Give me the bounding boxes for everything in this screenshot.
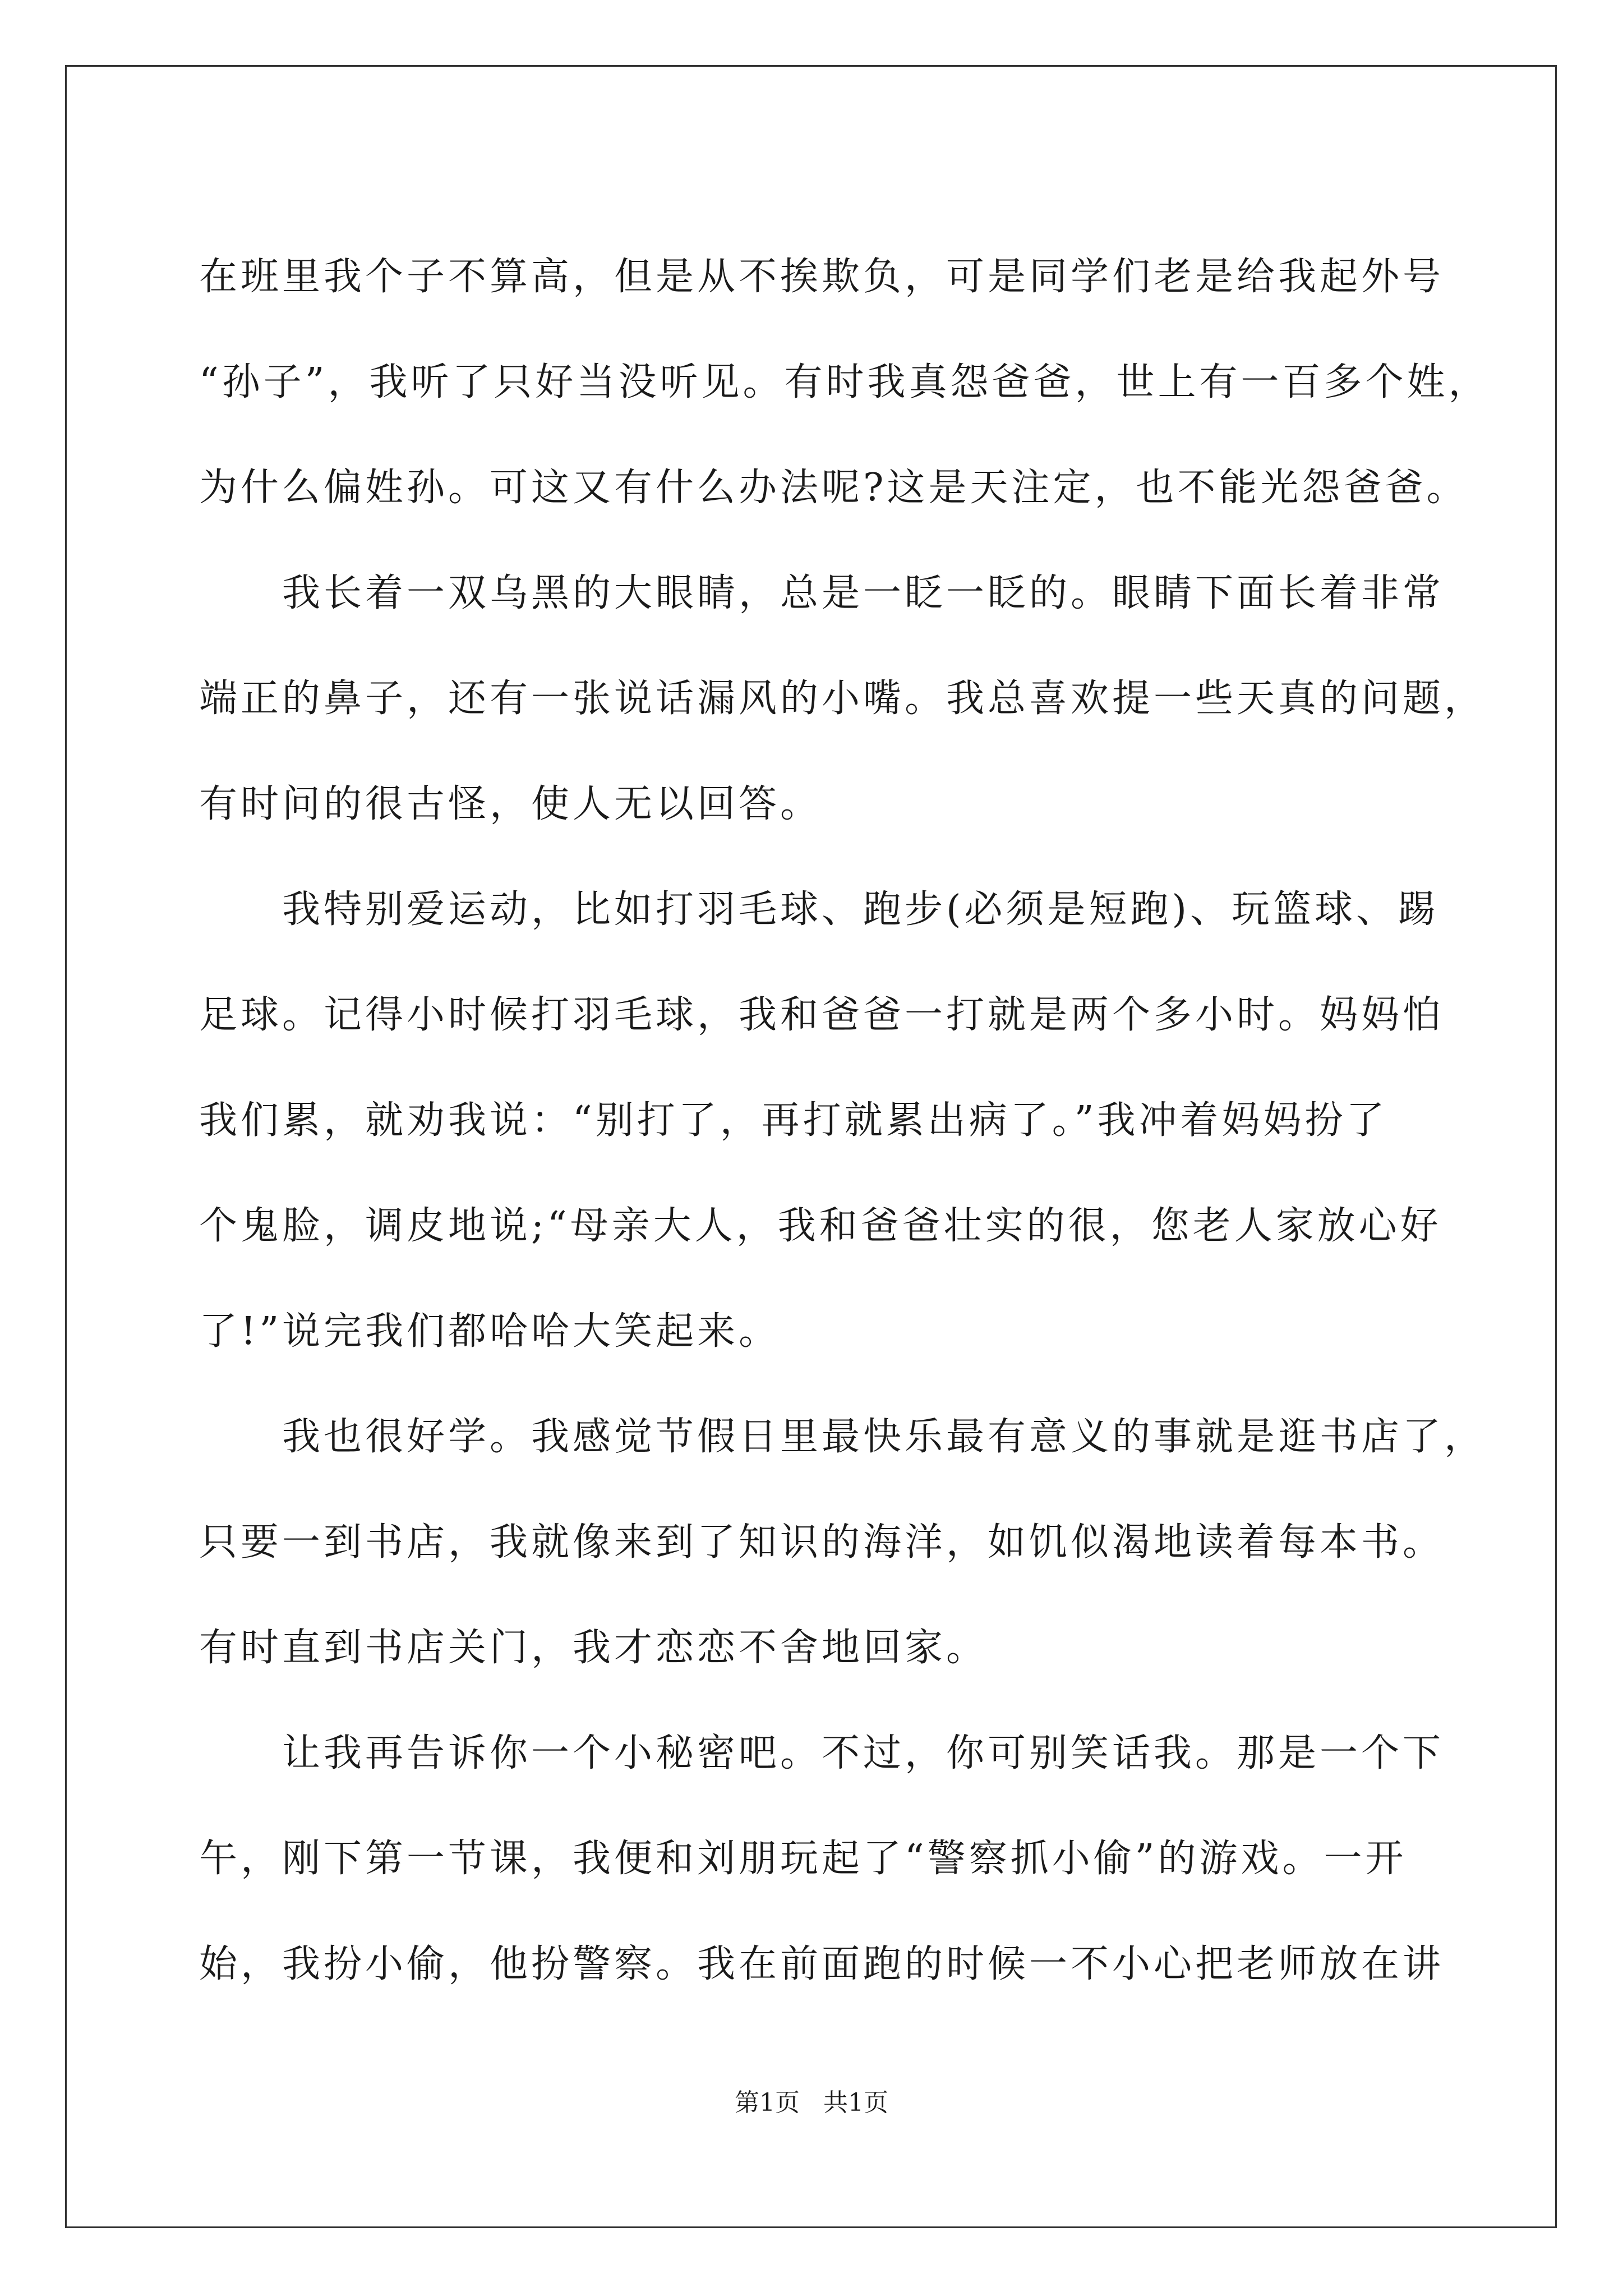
text-line: 我长着一双乌黑的大眼睛，总是一眨一眨的。眼睛下面长着非常 [282,571,1445,615]
text-line: 只要一到书店，我就像来到了知识的海洋，如饥似渴地读着每本书。 [199,1520,1445,1565]
text-line: 足球。记得小时候打羽毛球，我和爸爸一打就是两个多小时。妈妈怕 [199,993,1445,1037]
text-line: 在班里我个子不算高，但是从不挨欺负，可是同学们老是给我起外号 [199,255,1445,299]
page-footer [0,2082,1623,2118]
text-line: 有时问的很古怪，使人无以回答。 [199,782,822,826]
text-line: “孙子”，我听了只好当没听见。有时我真怨爸爸，世上有一百多个姓， [199,360,1490,404]
text-line: 始，我扮小偷，他扮警察。我在前面跑的时候一不小心把老师放在讲 [199,1942,1445,1986]
text-line: 午，刚下第一节课，我便和刘朋玩起了“警察抓小偷”的游戏。一开 [199,1837,1407,1881]
text-line: 个鬼脸，调皮地说;“母亲大人，我和爸爸壮实的很，您老人家放心好 [199,1204,1442,1248]
text-line: 让我再告诉你一个小秘密吧。不过，你可别笑话我。那是一个下 [282,1731,1445,1775]
text-line: 有时直到书店关门，我才恋恋不舍地回家。 [199,1626,988,1670]
text-line: 我也很好学。我感觉节假日里最快乐最有意义的事就是逛书店了， [282,1415,1486,1459]
text-line: 我特别爱运动，比如打羽毛球、跑步(必须是短跑)、玩篮球、踢 [282,887,1440,932]
text-line: 了!”说完我们都哈哈大笑起来。 [199,1309,781,1354]
page-number-total: 共1页 [823,2088,888,2117]
page-number-current: 第1页 [735,2088,800,2117]
document-body [199,224,1490,2017]
text-line: 为什么偏姓孙。可这又有什么办法呢?这是天注定，也不能光怨爸爸。 [199,466,1468,510]
text-line: 端正的鼻子，还有一张说话漏风的小嘴。我总喜欢提一些天真的问题， [199,677,1486,721]
text-line: 我们累，就劝我说：“别打了，再打就累出病了。”我冲着妈妈扮了 [199,1098,1388,1143]
